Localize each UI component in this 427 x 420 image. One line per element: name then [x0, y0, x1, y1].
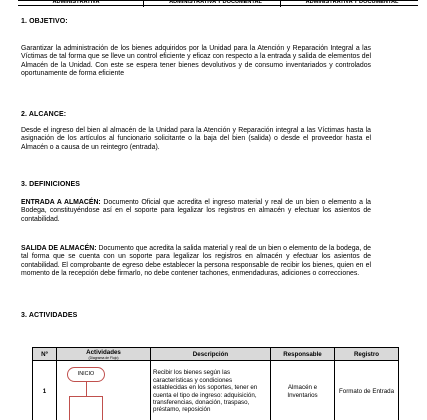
header-actividades-label: Actividades: [86, 348, 121, 356]
header-cell-2: ADMINISTRATIVA Y DOCUMENTAL: [169, 0, 262, 5]
flow-connector: [86, 382, 87, 396]
activities-table: [32, 347, 399, 420]
row-num: 1: [33, 361, 57, 420]
header-divider: [280, 1, 281, 7]
definition-entrada: [21, 199, 371, 224]
flow-start-terminal: INICIO: [67, 367, 105, 382]
flow-process-box: [69, 396, 103, 420]
section-alcance-title: 2. ALCANCE:: [21, 111, 67, 118]
document-header-table: [18, 0, 418, 6]
definition-entrada-text: Documento Oficial que acredita el ingreso material y real de un bien o elemento a la Bodega, constituyéndose así en el soporte para legalizar los registros en almacén y efectuar los asientos de contabilidad.: [21, 199, 371, 223]
section-definiciones-title: 3. DEFINICIONES: [21, 181, 81, 188]
header-num: Nº: [33, 348, 57, 361]
definition-entrada-term: ENTRADA A ALMACÉN:: [21, 199, 101, 206]
header-responsable: Responsable: [271, 348, 335, 361]
definition-salida-text: Documento que acredita la salida material y real de un bien o elemento de la bodega, de tal forma que se cuenta con un soporte para legalizar los registros en almacén y efectuar los asientos de contabilidad. El comprobante de egreso debe establecer la persona responsable de recibir los bienes, quien en el momento de la recepción debe firmarlo, no debe contener tachones, enmendaduras, adiciones o correcciones.: [21, 245, 371, 278]
table-header-row: [33, 348, 399, 361]
header-registro: Registro: [335, 348, 399, 361]
section-objetivo-title: 1. OBJETIVO:: [21, 18, 68, 25]
definition-salida-term: SALIDA DE ALMACÉN:: [21, 245, 97, 252]
header-divider: [143, 1, 144, 7]
section-objetivo-text: Garantizar la administración de los bienes adquiridos por la Unidad para la Atención y Reparación Integral a las Víctimas de tal forma que se lleve un control eficiente y eficaz con respecto a la entrada y salida de elementos del Almacén de la Unidad. Con este se espera tener bienes devolutivos y de consumo inventariados y controlados oportunamente de forma eficiente: [21, 45, 371, 78]
header-cell-3: ADMINISTRATIVA Y DOCUMENTAL: [305, 0, 399, 5]
table-row: [33, 361, 399, 420]
section-alcance-text: Desde el ingreso del bien al almacén de la Unidad para la Atención y Reparación integral a las Víctimas hasta la asignación de los artículos al funcionario solicitante o la baja del bien (salida) o desde el proveedor hasta el Almacén o a causa de un reintegro (entrada).: [21, 127, 371, 151]
header-actividades: [57, 348, 151, 361]
row-descripcion: Recibir los bienes según las características y condiciones establecidas en los soportes, tener en cuenta el tipo de ingreso: adquisición, transferencias, donación, traspaso, préstamo, reposición: [151, 361, 271, 420]
definition-salida: [21, 245, 371, 279]
header-cell-1: ADMINISTRATIVA: [52, 0, 100, 5]
header-actividades-sub: (Diagrama de Flujo): [88, 355, 119, 360]
row-registro: Formato de Entrada: [335, 361, 399, 420]
header-descripcion: Descripción: [151, 348, 271, 361]
flowchart-cell: [57, 361, 151, 420]
section-actividades-title: 3. ACTIVIDADES: [21, 312, 78, 319]
row-responsable: Almacén e Inventarios: [271, 361, 335, 420]
